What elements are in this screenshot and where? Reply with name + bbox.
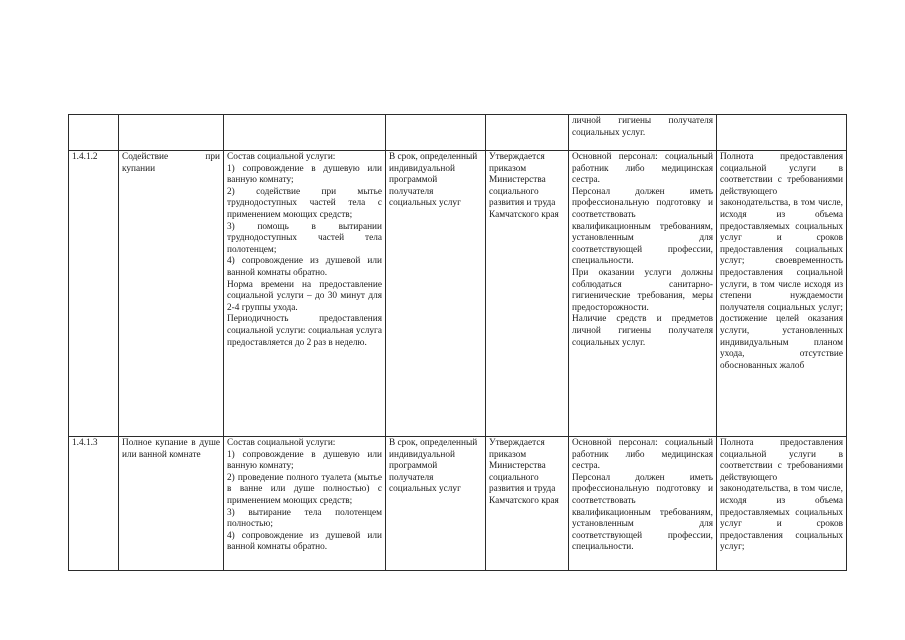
cell-content	[224, 437, 386, 571]
table-row	[69, 151, 847, 437]
content-line: 3) помощь в вытирании труднодоступных частей тела полотенцем;	[227, 221, 382, 255]
cell-content	[224, 115, 386, 151]
cell-number: 1.4.1.3	[69, 437, 119, 571]
cell-indicators	[717, 115, 847, 151]
condition-line: Персонал должен иметь профессиональную подготовку и соответствовать квалификационным требованиям, установленным для соответствующей профессии, специальности.	[572, 472, 713, 553]
content-line: Состав социальной услуги:	[227, 152, 336, 162]
condition-line: Основной персонал: социальный работник либо медицинская сестра.	[572, 152, 713, 186]
cell-term: В срок, определенный индивидуальной программой получателя социальных услуг	[386, 437, 486, 571]
cell-term: В срок, определенный индивидуальной программой получателя социальных услуг	[386, 151, 486, 437]
cell-conditions: личной гигиены получателя социальных услуг.	[569, 115, 717, 151]
cell-indicators: Полнота предоставления социальной услуги в соответствии с требованиями действующего законодательства, в том числе, исходя из объема предоставляемых социальных услуг и сроков предоставления социальных услуг;	[717, 437, 847, 571]
cell-tariff	[486, 115, 569, 151]
condition-line: При оказании услуги должны соблюдаться санитарно-гигиенические требования, меры предосторожности.	[572, 267, 713, 313]
content-line: 2) содействие при мытье труднодоступных частей тела с применением моющих средств;	[227, 186, 382, 220]
cell-conditions	[569, 151, 717, 437]
content-line: Норма времени на предоставление социальной услуги – до 30 минут для 2-4 группы ухода.	[227, 279, 382, 313]
cell-term	[386, 115, 486, 151]
cell-name	[119, 115, 224, 151]
content-line: 4) сопровождение из душевой или ванной комнаты обратно.	[227, 530, 382, 553]
cell-name: Содействие при купании	[119, 151, 224, 437]
content-line: 3) вытирание тела полотенцем полностью;	[227, 507, 382, 530]
cell-content	[224, 151, 386, 437]
cell-number	[69, 115, 119, 151]
cell-tariff: Утверждается приказом Министерства социального развития и труда Камчатского края	[486, 151, 569, 437]
cell-name: Полное купание в душе или ванной комнате	[119, 437, 224, 571]
content-line: 1) сопровождение в душевую или ванную комнату;	[227, 163, 382, 186]
services-table	[68, 114, 847, 571]
condition-line: Основной персонал: социальный работник либо медицинская сестра.	[572, 438, 713, 472]
cell-tariff: Утверждается приказом Министерства социального развития и труда Камчатского края	[486, 437, 569, 571]
table-row-continuation	[69, 115, 847, 151]
cell-indicators: Полнота предоставления социальной услуги в соответствии с требованиями действующего законодательства, в том числе, исходя из объема предоставляемых социальных услуг и сроков предоставления социальных услуг; своевременность предоставления социальной услуги, в том числе исходя из степени нуждаемости получателя социальных услуг; достижение целей оказания услуги, установленных индивидуальным планом ухода, отсутствие обоснованных жалоб	[717, 151, 847, 437]
content-line: 4) сопровождение из душевой или ванной комнаты обратно.	[227, 256, 382, 278]
condition-line: Персонал должен иметь профессиональную подготовку и соответствовать квалификационным требованиям, установленным для соответствующей профессии, специальности.	[572, 186, 713, 267]
cell-conditions	[569, 437, 717, 571]
content-line: Состав социальной услуги:	[227, 438, 336, 448]
condition-line: Наличие средств и предметов личной гигиены получателя социальных услуг.	[572, 314, 713, 348]
cell-number: 1.4.1.2	[69, 151, 119, 437]
content-line: 2) проведение полного туалета (мытье в ванне или душе полностью) с применением моющих средств;	[227, 472, 382, 506]
table-row	[69, 437, 847, 571]
content-line: Периодичность предоставления социальной услуги: социальная услуга предоставляется до 2 раз в неделю.	[227, 314, 382, 348]
content-line: 1) сопровождение в душевую или ванную комнату;	[227, 449, 382, 472]
